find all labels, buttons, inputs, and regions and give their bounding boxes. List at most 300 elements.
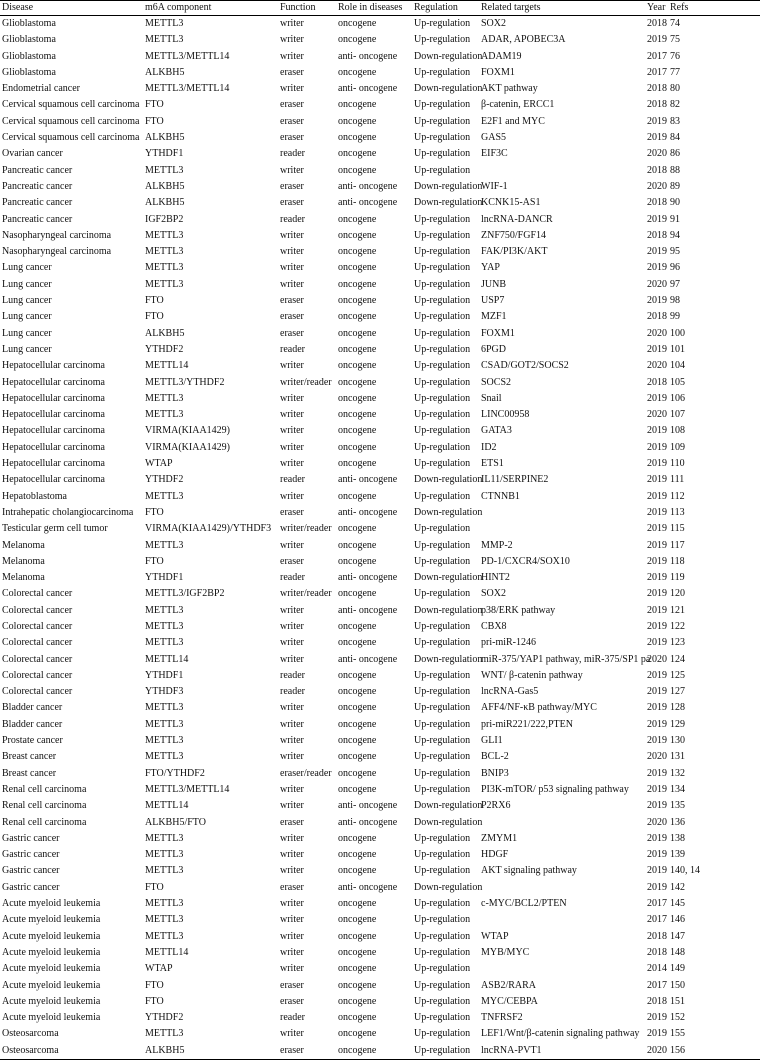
m6a-component-cell: METTL3 (145, 164, 184, 176)
disease-cell: Cervical squamous cell carcinoma (2, 132, 140, 144)
related-targets-cell: β-catenin, ERCC1 (481, 99, 555, 111)
refs-cell: 94 (670, 229, 680, 241)
m6a-component-cell: YTHDF1 (145, 148, 184, 160)
function-cell: writer (280, 930, 304, 942)
related-targets-cell: FAK/PI3K/AKT (481, 246, 548, 258)
regulation-cell: Up-regulation (414, 767, 471, 779)
refs-cell: 140, 14 (670, 865, 700, 877)
disease-cell: Testicular germ cell tumor (2, 523, 108, 535)
refs-cell: 148 (670, 946, 685, 958)
table-row (0, 603, 760, 619)
year-cell: 2019 (647, 1028, 667, 1040)
disease-cell: Lung cancer (2, 295, 52, 307)
role-cell: oncogene (338, 832, 377, 844)
refs-cell: 82 (670, 99, 680, 111)
m6a-component-cell: METTL3/METTL14 (145, 50, 230, 62)
function-cell: writer (280, 34, 304, 46)
regulation-cell: Up-regulation (414, 751, 471, 763)
year-cell: 2019 (647, 474, 667, 486)
table-row (0, 700, 760, 716)
related-targets-cell: BCL-2 (481, 751, 509, 763)
year-cell: 2018 (647, 164, 667, 176)
disease-cell: Renal cell carcinoma (2, 800, 87, 812)
refs-cell: 89 (670, 180, 680, 192)
function-cell: writer (280, 865, 304, 877)
role-cell: oncogene (338, 898, 377, 910)
regulation-cell: Up-regulation (414, 930, 471, 942)
role-cell: oncogene (338, 637, 377, 649)
function-cell: writer (280, 620, 304, 632)
function-cell: writer (280, 278, 304, 290)
role-cell: anti- oncogene (338, 83, 398, 95)
role-cell: oncogene (338, 865, 377, 877)
refs-cell: 115 (670, 523, 685, 535)
regulation-cell: Up-regulation (414, 914, 471, 926)
disease-cell: Bladder cancer (2, 702, 63, 714)
disease-cell: Gastric cancer (2, 832, 60, 844)
regulation-cell: Up-regulation (414, 898, 471, 910)
disease-cell: Intrahepatic cholangiocarcinoma (2, 506, 134, 518)
table-row (0, 994, 760, 1010)
regulation-cell: Down-regulation (414, 474, 483, 486)
function-cell: writer (280, 1028, 304, 1040)
regulation-cell: Up-regulation (414, 213, 471, 225)
m6a-component-cell: ALKBH5 (145, 197, 185, 209)
table-row (0, 798, 760, 814)
refs-cell: 128 (670, 702, 685, 714)
refs-cell: 111 (670, 474, 685, 486)
refs-cell: 132 (670, 767, 685, 779)
m6a-component-cell: ALKBH5 (145, 327, 185, 339)
refs-cell: 106 (670, 392, 685, 404)
related-targets-cell: ZNF750/FGF14 (481, 229, 547, 241)
m6a-component-cell: METTL3 (145, 229, 184, 241)
regulation-cell: Up-regulation (414, 458, 471, 470)
table-row (0, 375, 760, 391)
table-row (0, 65, 760, 81)
refs-cell: 138 (670, 832, 685, 844)
table-row (0, 440, 760, 456)
year-cell: 2019 (647, 832, 667, 844)
refs-cell: 110 (670, 458, 685, 470)
year-cell: 2019 (647, 506, 667, 518)
m6a-component-cell: METTL3 (145, 409, 184, 421)
role-cell: oncogene (338, 718, 377, 730)
function-cell: reader (280, 572, 305, 584)
role-cell: anti- oncogene (338, 800, 398, 812)
role-cell: anti- oncogene (338, 180, 398, 192)
table-row (0, 652, 760, 668)
role-cell: anti- oncogene (338, 197, 398, 209)
m6a-component-cell: METTL3 (145, 18, 184, 29)
role-cell: oncogene (338, 392, 377, 404)
table-row (0, 16, 760, 33)
regulation-cell: Up-regulation (414, 18, 471, 29)
regulation-cell: Up-regulation (414, 164, 471, 176)
refs-cell: 151 (670, 995, 685, 1007)
m6a-component-cell: METTL3 (145, 718, 184, 730)
table-row (0, 195, 760, 211)
year-cell: 2017 (647, 50, 667, 62)
regulation-cell: Up-regulation (414, 34, 471, 46)
m6a-component-cell: WTAP (145, 963, 173, 975)
role-cell: oncogene (338, 262, 377, 274)
regulation-cell: Up-regulation (414, 539, 471, 551)
regulation-cell: Up-regulation (414, 637, 471, 649)
regulation-cell: Down-regulation (414, 816, 483, 828)
related-targets-cell: PD-1/CXCR4/SOX10 (481, 555, 570, 567)
m6a-component-cell: METTL14 (145, 946, 189, 958)
function-cell: writer (280, 800, 304, 812)
table-row (0, 961, 760, 977)
disease-cell: Pancreatic cancer (2, 180, 73, 192)
related-targets-cell: miR-375/YAP1 pathway, miR-375/SP1 pa (481, 653, 651, 665)
refs-cell: 86 (670, 148, 680, 160)
related-targets-cell: P2RX6 (481, 800, 511, 812)
refs-cell: 119 (670, 572, 685, 584)
year-cell: 2018 (647, 83, 667, 95)
function-cell: writer (280, 832, 304, 844)
related-targets-cell: EIF3C (481, 148, 508, 160)
year-cell: 2020 (647, 148, 667, 160)
table-row (0, 146, 760, 162)
refs-cell: 118 (670, 555, 685, 567)
refs-cell: 131 (670, 751, 685, 763)
related-targets-cell: GATA3 (481, 425, 512, 437)
refs-cell: 108 (670, 425, 685, 437)
regulation-cell: Up-regulation (414, 783, 471, 795)
year-cell: 2019 (647, 572, 667, 584)
function-cell: reader (280, 1012, 305, 1024)
table-row (0, 342, 760, 358)
regulation-cell: Up-regulation (414, 148, 471, 160)
related-targets-cell: pri-miR-1246 (481, 637, 536, 649)
year-cell: 2018 (647, 376, 667, 388)
role-cell: oncogene (338, 376, 377, 388)
function-cell: writer (280, 246, 304, 258)
year-cell: 2019 (647, 1012, 667, 1024)
related-targets-cell (479, 815, 645, 831)
related-targets-cell: lncRNA-Gas5 (481, 686, 539, 698)
related-targets-cell: MYB/MYC (481, 946, 530, 958)
year-cell: 2019 (647, 865, 667, 877)
table-row (0, 505, 760, 521)
table-row (0, 326, 760, 342)
role-cell: anti- oncogene (338, 506, 398, 518)
role-cell: oncogene (338, 148, 377, 160)
year-cell: 2020 (647, 816, 667, 828)
header-year: Year (647, 2, 666, 13)
disease-cell: Cervical squamous cell carcinoma (2, 115, 140, 127)
regulation-cell: Up-regulation (414, 246, 471, 258)
role-cell: anti- oncogene (338, 881, 398, 893)
disease-cell: Hepatocellular carcinoma (2, 376, 105, 388)
table-row (0, 766, 760, 782)
role-cell: oncogene (338, 425, 377, 437)
disease-cell: Hepatocellular carcinoma (2, 360, 105, 372)
refs-cell: 83 (670, 115, 680, 127)
role-cell: oncogene (338, 246, 377, 258)
header-refs: Refs (670, 2, 689, 13)
refs-cell: 76 (670, 50, 680, 62)
year-cell: 2020 (647, 409, 667, 421)
function-cell: writer (280, 458, 304, 470)
disease-cell: Melanoma (2, 539, 45, 551)
table-row (0, 668, 760, 684)
regulation-cell: Up-regulation (414, 735, 471, 747)
header-function: Function (280, 2, 316, 13)
regulation-cell: Up-regulation (414, 946, 471, 958)
regulation-cell: Up-regulation (414, 849, 471, 861)
year-cell: 2019 (647, 783, 667, 795)
table-row (0, 945, 760, 961)
role-cell: oncogene (338, 409, 377, 421)
function-cell: writer (280, 946, 304, 958)
function-cell: writer (280, 751, 304, 763)
disease-cell: Colorectal cancer (2, 653, 73, 665)
m6a-component-cell: ALKBH5 (145, 1044, 185, 1056)
year-cell: 2019 (647, 441, 667, 453)
disease-cell: Endometrial cancer (2, 83, 81, 95)
related-targets-cell: ID2 (481, 441, 497, 453)
regulation-cell: Up-regulation (414, 376, 471, 388)
table-row (0, 717, 760, 733)
related-targets-cell: SOX2 (481, 588, 507, 600)
refs-cell: 74 (670, 18, 680, 29)
refs-cell: 145 (670, 898, 685, 910)
table-row (0, 32, 760, 48)
related-targets-cell: ETS1 (481, 458, 504, 470)
regulation-cell: Up-regulation (414, 360, 471, 372)
refs-cell: 150 (670, 979, 685, 991)
table-row (0, 97, 760, 113)
regulation-cell: Up-regulation (414, 343, 471, 355)
regulation-cell: Down-regulation (414, 604, 483, 616)
year-cell: 2018 (647, 311, 667, 323)
role-cell: oncogene (338, 311, 377, 323)
function-cell: eraser (280, 995, 304, 1007)
regulation-cell: Up-regulation (414, 686, 471, 698)
related-targets-cell: CSAD/GOT2/SOCS2 (481, 360, 569, 372)
year-cell: 2020 (647, 327, 667, 339)
role-cell: oncogene (338, 669, 377, 681)
m6a-component-cell: YTHDF1 (145, 669, 184, 681)
m6a-component-cell: METTL3 (145, 34, 184, 46)
year-cell: 2019 (647, 425, 667, 437)
m6a-component-cell: METTL3 (145, 1028, 184, 1040)
function-cell: writer (280, 392, 304, 404)
m6a-component-cell: YTHDF1 (145, 572, 184, 584)
function-cell: eraser (280, 311, 304, 323)
disease-cell: Melanoma (2, 572, 45, 584)
disease-cell: Bladder cancer (2, 718, 63, 730)
disease-cell: Hepatocellular carcinoma (2, 474, 105, 486)
related-targets-cell (479, 912, 645, 928)
role-cell: oncogene (338, 66, 377, 78)
related-targets-cell: AKT signaling pathway (481, 865, 577, 877)
year-cell: 2019 (647, 295, 667, 307)
disease-cell: Hepatocellular carcinoma (2, 409, 105, 421)
table-row (0, 733, 760, 749)
regulation-cell: Up-regulation (414, 620, 471, 632)
table-row (0, 619, 760, 635)
table-row (0, 163, 760, 179)
role-cell: oncogene (338, 360, 377, 372)
related-targets-cell: USP7 (481, 295, 505, 307)
m6a-component-cell: METTL3 (145, 392, 184, 404)
function-cell: writer/reader (280, 523, 332, 535)
disease-cell: Nasopharyngeal carcinoma (2, 229, 112, 241)
m6a-component-cell: METTL3 (145, 278, 184, 290)
role-cell: oncogene (338, 539, 377, 551)
year-cell: 2019 (647, 246, 667, 258)
m6a-component-cell: YTHDF2 (145, 474, 184, 486)
role-cell: oncogene (338, 1044, 377, 1056)
m6a-component-cell: METTL3 (145, 930, 184, 942)
table-row (0, 489, 760, 505)
related-targets-cell (479, 505, 645, 521)
related-targets-cell: Snail (481, 392, 502, 404)
year-cell: 2020 (647, 180, 667, 192)
related-targets-cell: GAS5 (481, 132, 507, 144)
header-disease: Disease (2, 2, 34, 13)
year-cell: 2018 (647, 995, 667, 1007)
regulation-cell: Up-regulation (414, 588, 471, 600)
role-cell: anti- oncogene (338, 50, 398, 62)
table-row (0, 749, 760, 765)
refs-cell: 152 (670, 1012, 685, 1024)
year-cell: 2020 (647, 1044, 667, 1056)
m6a-component-cell: METTL3/IGF2BP2 (145, 588, 225, 600)
table-row (0, 244, 760, 260)
year-cell: 2019 (647, 620, 667, 632)
related-targets-cell: GLI1 (481, 735, 503, 747)
m6a-component-cell: METTL3 (145, 620, 184, 632)
disease-cell: Lung cancer (2, 262, 52, 274)
year-cell: 2019 (647, 490, 667, 502)
disease-cell: Lung cancer (2, 278, 52, 290)
related-targets-cell: SOCS2 (481, 376, 512, 388)
regulation-cell: Down-regulation (414, 653, 483, 665)
year-cell: 2017 (647, 66, 667, 78)
m6a-component-cell: FTO (145, 295, 164, 307)
function-cell: eraser (280, 555, 304, 567)
m6a-component-cell: METTL3 (145, 751, 184, 763)
role-cell: oncogene (338, 588, 377, 600)
m6a-component-cell: YTHDF2 (145, 343, 184, 355)
m6a-component-cell: METTL3 (145, 865, 184, 877)
related-targets-cell: JUNB (481, 278, 507, 290)
role-cell: oncogene (338, 18, 377, 29)
regulation-cell: Up-regulation (414, 718, 471, 730)
role-cell: anti- oncogene (338, 816, 398, 828)
year-cell: 2019 (647, 132, 667, 144)
related-targets-cell (479, 880, 645, 896)
year-cell: 2019 (647, 213, 667, 225)
regulation-cell: Down-regulation (414, 50, 483, 62)
related-targets-cell: PI3K-mTOR/ p53 signaling pathway (481, 783, 629, 795)
role-cell: oncogene (338, 278, 377, 290)
regulation-cell: Up-regulation (414, 490, 471, 502)
year-cell: 2019 (647, 115, 667, 127)
related-targets-cell: HINT2 (481, 572, 510, 584)
related-targets-cell: ADAM19 (481, 50, 522, 62)
disease-cell: Breast cancer (2, 751, 57, 763)
regulation-cell: Up-regulation (414, 132, 471, 144)
disease-cell: Osteosarcoma (2, 1044, 59, 1056)
regulation-cell: Up-regulation (414, 115, 471, 127)
refs-cell: 156 (670, 1044, 685, 1056)
year-cell: 2020 (647, 278, 667, 290)
regulation-cell: Up-regulation (414, 702, 471, 714)
table-row (0, 49, 760, 65)
refs-cell: 75 (670, 34, 680, 46)
function-cell: writer (280, 50, 304, 62)
function-cell: writer (280, 963, 304, 975)
disease-cell: Acute myeloid leukemia (2, 995, 101, 1007)
m6a-component-cell: FTO (145, 115, 164, 127)
refs-cell: 147 (670, 930, 685, 942)
disease-cell: Renal cell carcinoma (2, 816, 87, 828)
role-cell: oncogene (338, 164, 377, 176)
function-cell: writer (280, 637, 304, 649)
m6a-component-cell: FTO (145, 979, 164, 991)
m6a-component-cell: METTL14 (145, 360, 189, 372)
table-row (0, 831, 760, 847)
function-cell: writer (280, 783, 304, 795)
year-cell: 2019 (647, 718, 667, 730)
table-row (0, 260, 760, 276)
m6a-component-cell: METTL3/METTL14 (145, 783, 230, 795)
role-cell: oncogene (338, 490, 377, 502)
role-cell: oncogene (338, 132, 377, 144)
m6a-component-cell: METTL3 (145, 539, 184, 551)
year-cell: 2018 (647, 229, 667, 241)
m6a-component-cell: METTL3 (145, 702, 184, 714)
year-cell: 2018 (647, 946, 667, 958)
disease-cell: Pancreatic cancer (2, 197, 73, 209)
m6a-component-cell: FTO (145, 881, 164, 893)
year-cell: 2019 (647, 735, 667, 747)
m6a-component-cell: WTAP (145, 458, 173, 470)
related-targets-cell: ZMYM1 (481, 832, 518, 844)
regulation-cell: Up-regulation (414, 425, 471, 437)
year-cell: 2019 (647, 637, 667, 649)
related-targets-cell: lncRNA-DANCR (481, 213, 553, 225)
refs-cell: 130 (670, 735, 685, 747)
refs-cell: 146 (670, 914, 685, 926)
disease-cell: Acute myeloid leukemia (2, 898, 101, 910)
disease-cell: Acute myeloid leukemia (2, 914, 101, 926)
role-cell: oncogene (338, 213, 377, 225)
refs-cell: 127 (670, 686, 685, 698)
related-targets-cell: SOX2 (481, 18, 507, 29)
table-row (0, 896, 760, 912)
role-cell: oncogene (338, 702, 377, 714)
related-targets-cell: AKT pathway (481, 83, 538, 95)
role-cell: oncogene (338, 99, 377, 111)
refs-cell: 135 (670, 800, 685, 812)
regulation-cell: Up-regulation (414, 555, 471, 567)
table-row (0, 1010, 760, 1026)
regulation-cell: Up-regulation (414, 278, 471, 290)
m6a-component-cell: METTL3 (145, 246, 184, 258)
role-cell: oncogene (338, 327, 377, 339)
role-cell: oncogene (338, 946, 377, 958)
related-targets-cell: AFF4/NF-κB pathway/MYC (481, 702, 597, 714)
regulation-cell: Up-regulation (414, 295, 471, 307)
function-cell: writer (280, 18, 304, 29)
